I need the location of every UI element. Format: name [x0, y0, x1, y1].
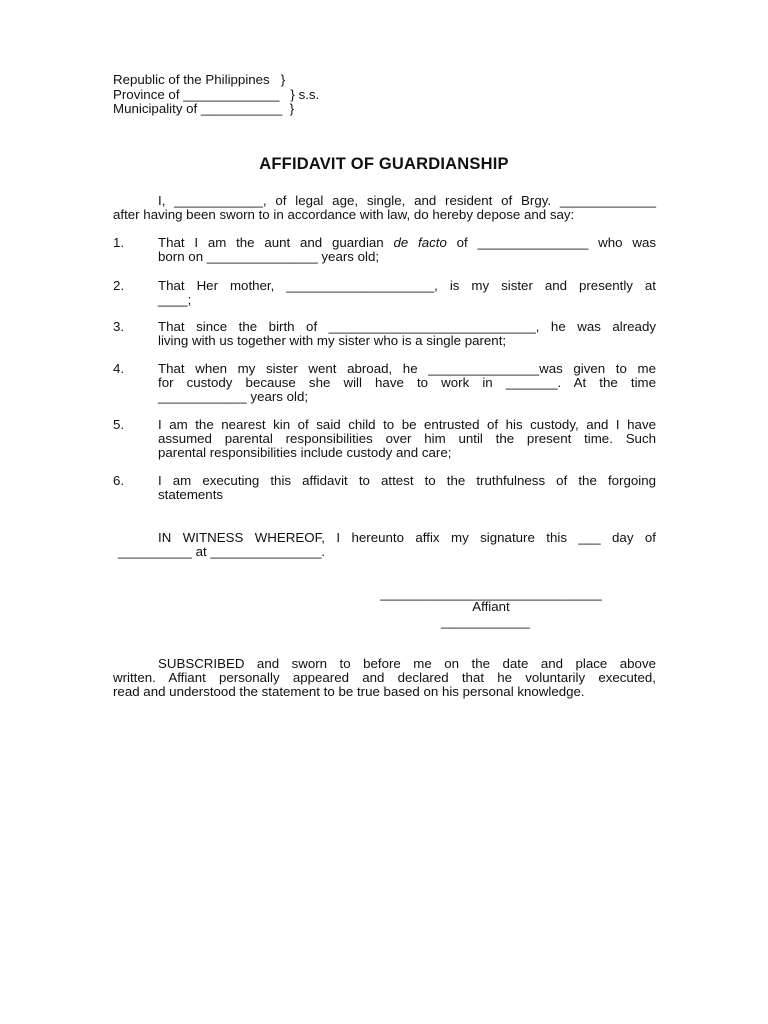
item-line: That since the birth of ____________________________, he was already — [158, 319, 656, 334]
item-text: of _______________ who was — [446, 235, 656, 250]
intro-paragraph — [113, 194, 656, 222]
document-title: AFFIDAVIT OF GUARDIANSHIP — [259, 155, 509, 173]
item-line: ____; — [158, 292, 192, 308]
item-line: statements — [158, 487, 224, 503]
witness-line-2: __________ at _______________. — [118, 544, 326, 560]
venue-block — [113, 73, 433, 117]
item-line: for custody because she will have to work in _______. At the time — [158, 375, 656, 391]
venue-municipality: Municipality of ___________ } — [113, 101, 295, 116]
signature-sub-line: ____________ — [441, 614, 530, 629]
item-number: 1. — [113, 235, 125, 250]
item-line: assumed parental responsibilities over him until the present time. Such — [158, 431, 656, 447]
item-number: 3. — [113, 319, 125, 334]
subscribed-line-1: SUBSCRIBED and sworn to before me on the date and place above — [158, 656, 656, 671]
item-line: That Her mother, ____________________, is my sister and presently at — [158, 278, 656, 293]
subscribed-paragraph — [113, 657, 656, 700]
signature-line: ______________________________ — [380, 586, 602, 601]
affiant-label: Affiant — [472, 599, 510, 614]
subscribed-line-2: written. Affiant personally appeared and declared that he voluntarily executed, — [113, 670, 656, 686]
item-line: That when my sister went abroad, he _______________was given to me — [158, 361, 656, 376]
item-number: 6. — [113, 473, 125, 488]
item-line: ____________ years old; — [158, 389, 309, 405]
item-number: 4. — [113, 361, 125, 376]
item-number: 5. — [113, 417, 125, 432]
intro-line-2: after having been sworn to in accordance with law, do hereby depose and say: — [113, 207, 575, 223]
item-line: parental responsibilities include custody and care; — [158, 445, 452, 461]
subscribed-line-3: read and understood the statement to be true based on his personal knowledge. — [113, 684, 585, 700]
item-number: 2. — [113, 278, 125, 293]
item-line — [158, 236, 656, 250]
item-text: That I am the aunt and guardian — [158, 235, 394, 250]
venue-country: Republic of the Philippines } — [113, 72, 286, 87]
statement-item-4 — [113, 362, 656, 405]
statement-item-6 — [113, 474, 656, 502]
venue-province: Province of _____________ } s.s. — [113, 86, 320, 102]
item-line: born on _______________ years old; — [158, 249, 380, 265]
witness-line-1: IN WITNESS WHEREOF, I hereunto affix my signature this ___ day of — [158, 530, 656, 545]
item-line: I am executing this affidavit to attest to the truthfulness of the forgoing — [158, 473, 656, 488]
item-italic-text: de facto — [393, 235, 447, 250]
statement-item-3 — [113, 320, 656, 348]
statement-item-2 — [113, 279, 656, 307]
statement-item-1 — [113, 236, 656, 264]
statement-item-5 — [113, 418, 656, 461]
witness-paragraph — [113, 531, 656, 559]
intro-line-1: I, ____________, of legal age, single, and resident of Brgy. _____________ — [158, 193, 656, 208]
item-line: I am the nearest kin of said child to be entrusted of his custody, and I have — [158, 417, 656, 432]
item-line: living with us together with my sister who is a single parent; — [158, 333, 507, 349]
